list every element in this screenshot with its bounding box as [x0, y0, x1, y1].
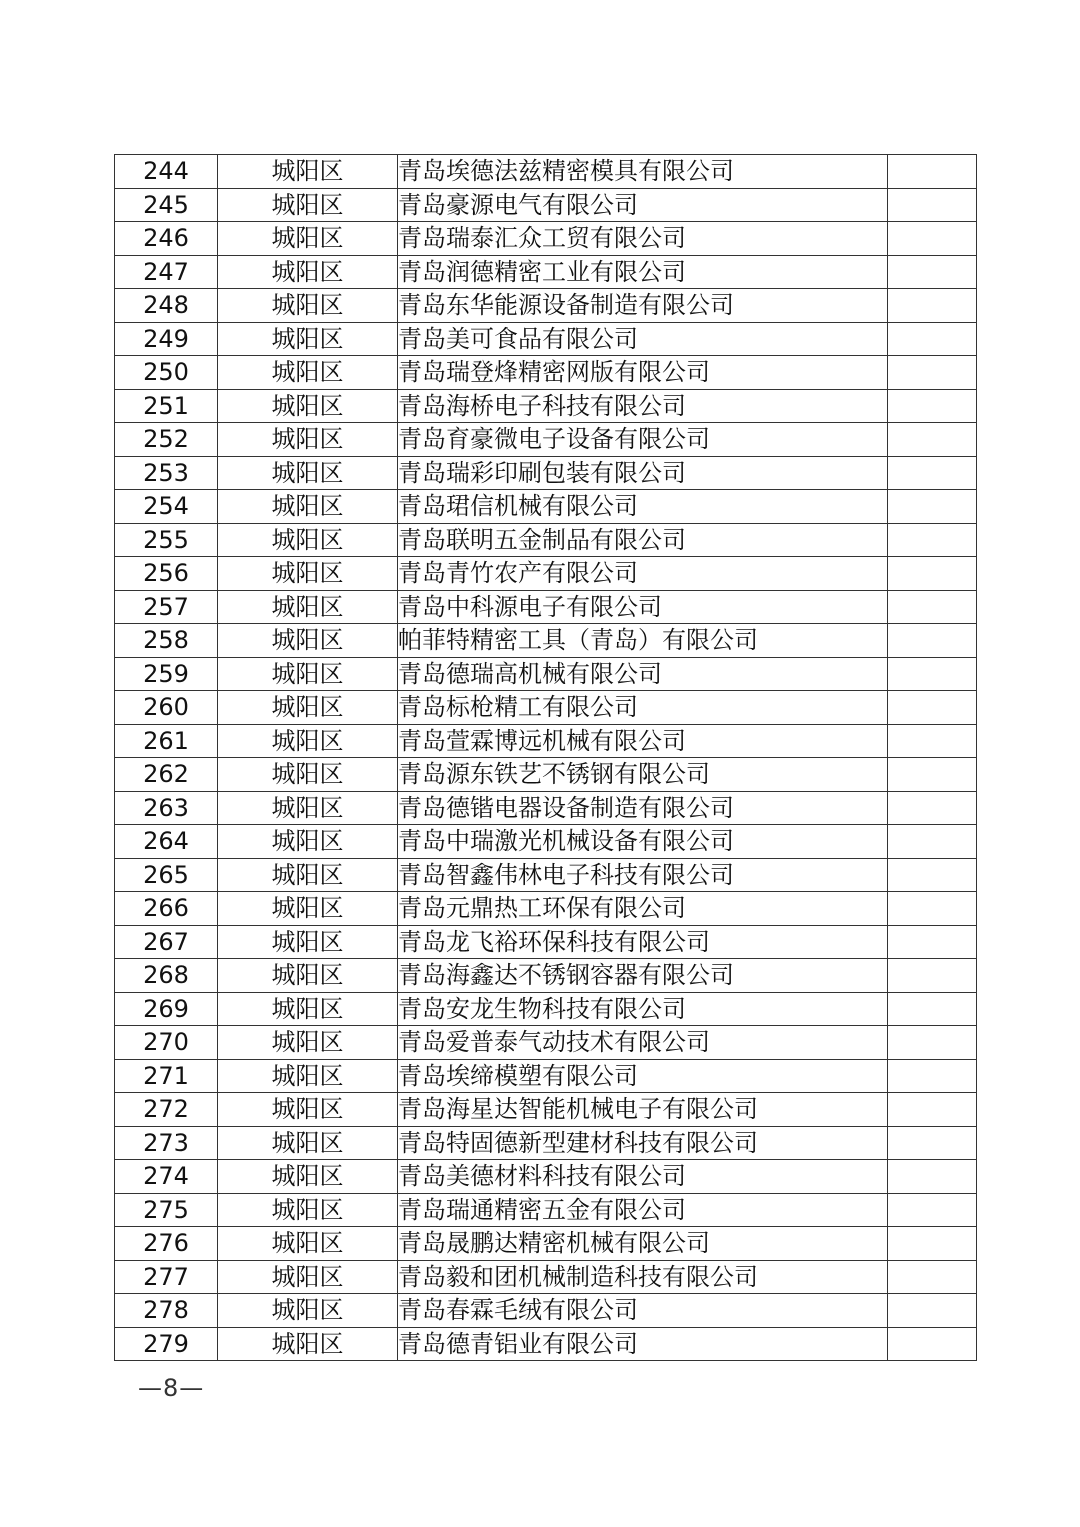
row-number-cell: 262 [115, 758, 218, 792]
note-cell [888, 1093, 977, 1127]
note-cell [888, 892, 977, 926]
company-name-cell: 帕菲特精密工具（青岛）有限公司 [398, 624, 888, 658]
district-cell: 城阳区 [218, 423, 398, 457]
company-name-cell: 青岛中科源电子有限公司 [398, 590, 888, 624]
table-row [115, 992, 977, 1026]
note-cell [888, 1294, 977, 1328]
district-cell: 城阳区 [218, 289, 398, 323]
table-row [115, 155, 977, 189]
note-cell [888, 389, 977, 423]
note-cell [888, 825, 977, 859]
company-name-cell: 青岛海鑫达不锈钢容器有限公司 [398, 959, 888, 993]
row-number-cell: 255 [115, 523, 218, 557]
row-number-cell: 251 [115, 389, 218, 423]
row-number-cell: 249 [115, 322, 218, 356]
company-name-cell: 青岛美可食品有限公司 [398, 322, 888, 356]
company-name-cell: 青岛埃缔模塑有限公司 [398, 1059, 888, 1093]
table-row [115, 1260, 977, 1294]
table-row [115, 758, 977, 792]
district-cell: 城阳区 [218, 825, 398, 859]
district-cell: 城阳区 [218, 1260, 398, 1294]
table-row [115, 590, 977, 624]
note-cell [888, 1260, 977, 1294]
company-name-cell: 青岛德锴电器设备制造有限公司 [398, 791, 888, 825]
note-cell [888, 356, 977, 390]
table-row [115, 791, 977, 825]
company-name-cell: 青岛豪源电气有限公司 [398, 188, 888, 222]
row-number-cell: 272 [115, 1093, 218, 1127]
district-cell: 城阳区 [218, 624, 398, 658]
district-cell: 城阳区 [218, 356, 398, 390]
note-cell [888, 1059, 977, 1093]
note-cell [888, 322, 977, 356]
district-cell: 城阳区 [218, 557, 398, 591]
note-cell [888, 222, 977, 256]
table-row [115, 523, 977, 557]
company-name-cell: 青岛德瑞高机械有限公司 [398, 657, 888, 691]
note-cell [888, 490, 977, 524]
company-name-cell: 青岛东华能源设备制造有限公司 [398, 289, 888, 323]
table-row [115, 858, 977, 892]
table-row [115, 423, 977, 457]
note-cell [888, 858, 977, 892]
table-row [115, 1160, 977, 1194]
table-row [115, 188, 977, 222]
company-name-cell: 青岛青竹农产有限公司 [398, 557, 888, 591]
row-number-cell: 259 [115, 657, 218, 691]
table-row [115, 222, 977, 256]
company-name-cell: 青岛萱霖博远机械有限公司 [398, 724, 888, 758]
district-cell: 城阳区 [218, 791, 398, 825]
row-number-cell: 266 [115, 892, 218, 926]
page-number: —8— [138, 1374, 205, 1402]
table-row [115, 925, 977, 959]
district-cell: 城阳区 [218, 758, 398, 792]
row-number-cell: 254 [115, 490, 218, 524]
company-name-cell: 青岛联明五金制品有限公司 [398, 523, 888, 557]
district-cell: 城阳区 [218, 456, 398, 490]
district-cell: 城阳区 [218, 1126, 398, 1160]
company-name-cell: 青岛晟鹏达精密机械有限公司 [398, 1227, 888, 1261]
row-number-cell: 275 [115, 1193, 218, 1227]
note-cell [888, 1327, 977, 1361]
row-number-cell: 267 [115, 925, 218, 959]
district-cell: 城阳区 [218, 925, 398, 959]
row-number-cell: 261 [115, 724, 218, 758]
company-list-table [114, 154, 977, 1361]
row-number-cell: 260 [115, 691, 218, 725]
row-number-cell: 263 [115, 791, 218, 825]
company-name-cell: 青岛海星达智能机械电子有限公司 [398, 1093, 888, 1127]
company-name-cell: 青岛海桥电子科技有限公司 [398, 389, 888, 423]
row-number-cell: 278 [115, 1294, 218, 1328]
table-row [115, 624, 977, 658]
note-cell [888, 289, 977, 323]
district-cell: 城阳区 [218, 1160, 398, 1194]
note-cell [888, 959, 977, 993]
district-cell: 城阳区 [218, 1026, 398, 1060]
company-name-cell: 青岛瑞彩印刷包装有限公司 [398, 456, 888, 490]
district-cell: 城阳区 [218, 657, 398, 691]
note-cell [888, 758, 977, 792]
district-cell: 城阳区 [218, 523, 398, 557]
table-row [115, 1126, 977, 1160]
note-cell [888, 557, 977, 591]
district-cell: 城阳区 [218, 322, 398, 356]
row-number-cell: 258 [115, 624, 218, 658]
row-number-cell: 250 [115, 356, 218, 390]
district-cell: 城阳区 [218, 992, 398, 1026]
company-name-cell: 青岛智鑫伟林电子科技有限公司 [398, 858, 888, 892]
row-number-cell: 244 [115, 155, 218, 189]
note-cell [888, 456, 977, 490]
district-cell: 城阳区 [218, 255, 398, 289]
table-row [115, 1227, 977, 1261]
district-cell: 城阳区 [218, 1059, 398, 1093]
company-name-cell: 青岛安龙生物科技有限公司 [398, 992, 888, 1026]
company-name-cell: 青岛育豪微电子设备有限公司 [398, 423, 888, 457]
row-number-cell: 277 [115, 1260, 218, 1294]
table-row [115, 557, 977, 591]
table-row [115, 289, 977, 323]
table-row [115, 1294, 977, 1328]
table-row [115, 657, 977, 691]
table-row [115, 356, 977, 390]
table-row [115, 724, 977, 758]
district-cell: 城阳区 [218, 1193, 398, 1227]
note-cell [888, 624, 977, 658]
table-row [115, 322, 977, 356]
district-cell: 城阳区 [218, 858, 398, 892]
district-cell: 城阳区 [218, 188, 398, 222]
table-row [115, 389, 977, 423]
table-row [115, 892, 977, 926]
note-cell [888, 423, 977, 457]
row-number-cell: 268 [115, 959, 218, 993]
note-cell [888, 791, 977, 825]
row-number-cell: 253 [115, 456, 218, 490]
company-name-cell: 青岛春霖毛绒有限公司 [398, 1294, 888, 1328]
table-row [115, 255, 977, 289]
row-number-cell: 264 [115, 825, 218, 859]
note-cell [888, 1160, 977, 1194]
district-cell: 城阳区 [218, 1327, 398, 1361]
row-number-cell: 270 [115, 1026, 218, 1060]
district-cell: 城阳区 [218, 724, 398, 758]
note-cell [888, 691, 977, 725]
row-number-cell: 274 [115, 1160, 218, 1194]
row-number-cell: 246 [115, 222, 218, 256]
row-number-cell: 247 [115, 255, 218, 289]
company-name-cell: 青岛瑞通精密五金有限公司 [398, 1193, 888, 1227]
table-row [115, 1059, 977, 1093]
note-cell [888, 1126, 977, 1160]
note-cell [888, 1227, 977, 1261]
district-cell: 城阳区 [218, 1093, 398, 1127]
note-cell [888, 925, 977, 959]
district-cell: 城阳区 [218, 590, 398, 624]
company-name-cell: 青岛美德材料科技有限公司 [398, 1160, 888, 1194]
note-cell [888, 188, 977, 222]
district-cell: 城阳区 [218, 892, 398, 926]
company-name-cell: 青岛瑞登烽精密网版有限公司 [398, 356, 888, 390]
company-name-cell: 青岛特固德新型建材科技有限公司 [398, 1126, 888, 1160]
row-number-cell: 273 [115, 1126, 218, 1160]
company-name-cell: 青岛元鼎热工环保有限公司 [398, 892, 888, 926]
row-number-cell: 252 [115, 423, 218, 457]
note-cell [888, 657, 977, 691]
table-row [115, 1093, 977, 1127]
district-cell: 城阳区 [218, 222, 398, 256]
company-name-cell: 青岛中瑞激光机械设备有限公司 [398, 825, 888, 859]
row-number-cell: 257 [115, 590, 218, 624]
row-number-cell: 265 [115, 858, 218, 892]
row-number-cell: 248 [115, 289, 218, 323]
district-cell: 城阳区 [218, 155, 398, 189]
table-row [115, 1193, 977, 1227]
table-row [115, 691, 977, 725]
company-name-cell: 青岛标枪精工有限公司 [398, 691, 888, 725]
row-number-cell: 269 [115, 992, 218, 1026]
company-name-cell: 青岛毅和团机械制造科技有限公司 [398, 1260, 888, 1294]
company-name-cell: 青岛德青铝业有限公司 [398, 1327, 888, 1361]
table-row [115, 825, 977, 859]
table-row [115, 1026, 977, 1060]
company-name-cell: 青岛爱普泰气动技术有限公司 [398, 1026, 888, 1060]
table-row [115, 1327, 977, 1361]
company-name-cell: 青岛珺信机械有限公司 [398, 490, 888, 524]
company-name-cell: 青岛龙飞裕环保科技有限公司 [398, 925, 888, 959]
note-cell [888, 155, 977, 189]
note-cell [888, 1193, 977, 1227]
note-cell [888, 255, 977, 289]
note-cell [888, 724, 977, 758]
row-number-cell: 245 [115, 188, 218, 222]
table-row [115, 456, 977, 490]
table-body [115, 155, 977, 1361]
district-cell: 城阳区 [218, 1227, 398, 1261]
note-cell [888, 590, 977, 624]
district-cell: 城阳区 [218, 490, 398, 524]
company-name-cell: 青岛瑞泰汇众工贸有限公司 [398, 222, 888, 256]
table-row [115, 490, 977, 524]
row-number-cell: 276 [115, 1227, 218, 1261]
company-name-cell: 青岛埃德法兹精密模具有限公司 [398, 155, 888, 189]
row-number-cell: 256 [115, 557, 218, 591]
district-cell: 城阳区 [218, 1294, 398, 1328]
row-number-cell: 279 [115, 1327, 218, 1361]
table-row [115, 959, 977, 993]
district-cell: 城阳区 [218, 959, 398, 993]
district-cell: 城阳区 [218, 389, 398, 423]
row-number-cell: 271 [115, 1059, 218, 1093]
note-cell [888, 1026, 977, 1060]
note-cell [888, 523, 977, 557]
note-cell [888, 992, 977, 1026]
company-name-cell: 青岛润德精密工业有限公司 [398, 255, 888, 289]
district-cell: 城阳区 [218, 691, 398, 725]
company-name-cell: 青岛源东铁艺不锈钢有限公司 [398, 758, 888, 792]
